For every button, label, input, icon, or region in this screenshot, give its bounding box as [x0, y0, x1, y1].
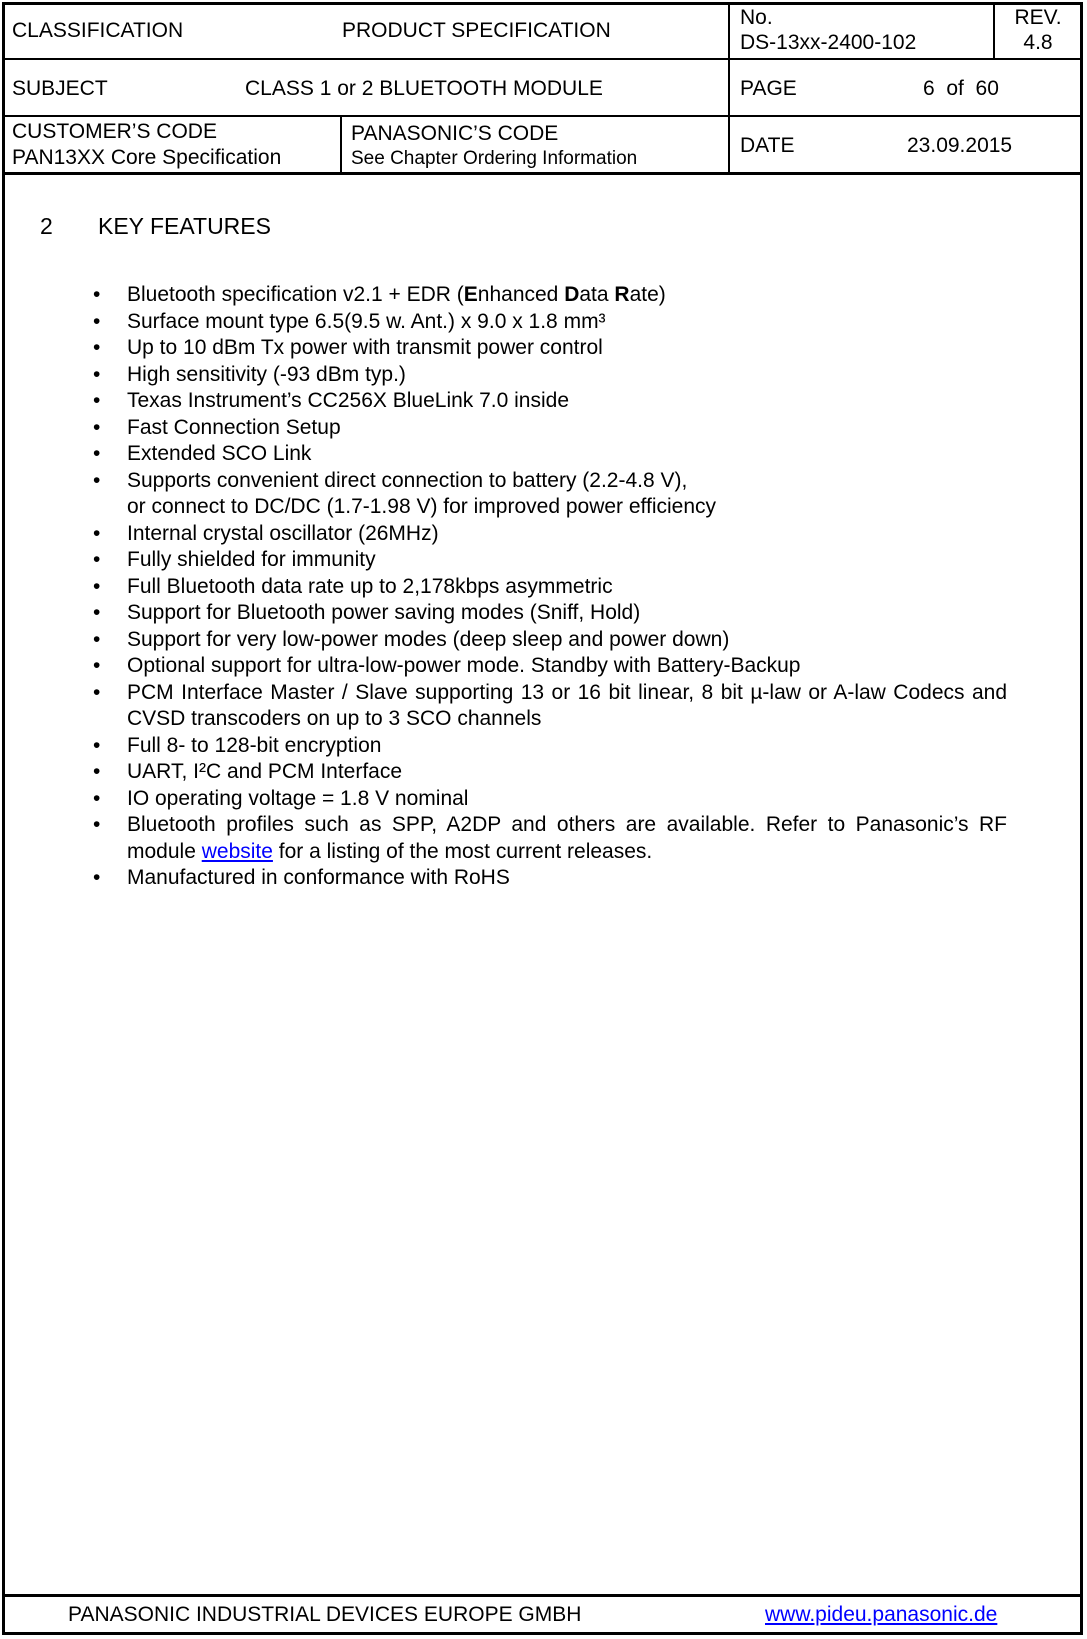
feature-text: for a listing of the most current releases.	[272, 839, 653, 863]
list-item	[0, 335, 1007, 362]
feature-text: nhanced	[477, 283, 565, 306]
date-label: DATE	[740, 134, 795, 157]
feature-text: IO operating voltage = 1.8 V nominal	[127, 786, 469, 810]
bullet-icon: •	[93, 654, 101, 677]
feature-text: High sensitivity (-93 dBm typ.)	[127, 362, 406, 386]
feature-text: Internal crystal oscillator (26MHz)	[127, 521, 439, 545]
feature-emphasis: R	[614, 283, 630, 306]
list-item	[0, 680, 1007, 733]
list-item	[0, 415, 1007, 442]
section-number: 2	[40, 213, 53, 239]
header-vline-main	[728, 2, 730, 174]
list-item	[0, 309, 1007, 336]
feature-emphasis: E	[463, 283, 478, 306]
feature-text: Fully shielded for immunity	[127, 548, 376, 571]
section-heading	[40, 213, 271, 240]
subject-value: CLASS 1 or 2 BLUETOOTH MODULE	[245, 77, 603, 100]
revision-label: REV.	[1014, 6, 1062, 29]
list-item	[0, 786, 1007, 813]
bullet-icon: •	[93, 733, 101, 757]
feature-text: ata	[579, 283, 615, 306]
feature-emphasis: D	[564, 283, 580, 306]
list-item	[0, 812, 1007, 865]
bullet-icon: •	[93, 760, 101, 783]
panasonic-code-label: PANASONIC’S CODE	[351, 122, 559, 145]
page-label: PAGE	[740, 77, 797, 100]
bullet-icon: •	[93, 336, 101, 359]
feature-text: Manufactured in conformance with RoHS	[127, 866, 510, 889]
panasonic-code-value: See Chapter Ordering Information	[351, 148, 638, 169]
feature-text: Surface mount type 6.5(9.5 w. Ant.) x 9.0 x 1.8 mm³	[127, 309, 606, 333]
feature-text: PCM Interface Master / Slave supporting 13 or 16 bit linear, 8 bit µ-law or A-law Codecs and CVSD transcoders on up to 3 SCO channels	[127, 680, 1007, 730]
list-item	[0, 282, 1007, 309]
bullet-icon: •	[93, 442, 101, 465]
list-item	[0, 653, 1007, 680]
section-title: KEY FEATURES	[98, 213, 271, 239]
bullet-icon: •	[93, 309, 101, 333]
bullet-icon: •	[93, 786, 101, 810]
bullet-icon: •	[93, 574, 101, 598]
bullet-icon: •	[93, 389, 101, 412]
list-item	[0, 733, 1007, 760]
feature-text: Fast Connection Setup	[127, 415, 341, 439]
header-bottom-border	[2, 172, 1083, 175]
bullet-icon: •	[93, 521, 101, 545]
doc-number-label: No.	[740, 6, 773, 29]
bullet-icon: •	[93, 601, 101, 624]
customer-code-value: PAN13XX Core Specification	[12, 146, 282, 169]
bullet-icon: •	[93, 548, 101, 571]
feature-text: Full 8- to 128-bit encryption	[127, 733, 382, 757]
feature-text: Bluetooth profiles such as SPP, A2DP and others are available. Refer to Panasonic’s RF module	[127, 813, 1007, 863]
feature-text: UART, I²C and PCM Interface	[127, 760, 403, 783]
footer-company: PANASONIC INDUSTRIAL DEVICES EUROPE GMBH	[68, 1603, 582, 1626]
list-item	[0, 362, 1007, 389]
doc-number-value: DS-13xx-2400-102	[740, 31, 917, 54]
list-item	[0, 627, 1007, 654]
bullet-icon: •	[93, 627, 101, 651]
feature-list	[0, 282, 1087, 892]
list-item	[0, 574, 1007, 601]
list-item	[0, 865, 1007, 892]
bullet-icon: •	[93, 283, 101, 306]
footer-url-link[interactable]: www.pideu.panasonic.de	[765, 1603, 998, 1626]
header-vline-rev	[993, 2, 995, 60]
header-divider-1	[2, 58, 1083, 60]
feature-text: Support for very low-power modes (deep sleep and power down)	[127, 627, 730, 651]
feature-text: Texas Instrument’s CC256X BlueLink 7.0 inside	[127, 389, 570, 412]
date-value: 23.09.2015	[907, 134, 1013, 157]
list-item	[0, 759, 1007, 786]
list-item	[0, 468, 1007, 521]
feature-text: Extended SCO Link	[127, 442, 312, 465]
list-item	[0, 388, 1007, 415]
list-item	[0, 521, 1007, 548]
header-divider-2	[2, 115, 1083, 117]
header-vline-code	[340, 115, 342, 174]
page-value: 6 of 60	[923, 77, 999, 100]
classification-label: CLASSIFICATION	[12, 19, 184, 42]
footer-top-border	[2, 1594, 1083, 1597]
website-link[interactable]: website	[201, 839, 273, 863]
bullet-icon: •	[93, 362, 101, 386]
feature-text: Bluetooth specification v2.1 + EDR (	[127, 283, 464, 306]
feature-text: or connect to DC/DC (1.7-1.98 V) for improved power efficiency	[127, 495, 717, 518]
bullet-icon: •	[93, 866, 101, 889]
feature-text: Support for Bluetooth power saving modes (Sniff, Hold)	[127, 601, 641, 624]
feature-text: Supports convenient direct connection to battery (2.2-4.8 V),	[127, 468, 688, 492]
classification-value: PRODUCT SPECIFICATION	[342, 19, 611, 42]
bullet-icon: •	[93, 680, 101, 704]
revision-value: 4.8	[1023, 31, 1053, 54]
feature-text: ate)	[629, 283, 666, 306]
customer-code-label: CUSTOMER’S CODE	[12, 120, 217, 143]
list-item	[0, 441, 1007, 468]
feature-text: Optional support for ultra-low-power mode. Standby with Battery-Backup	[127, 654, 801, 677]
bullet-icon: •	[93, 468, 101, 492]
list-item	[0, 600, 1007, 627]
bullet-icon: •	[93, 415, 101, 439]
feature-text: Up to 10 dBm Tx power with transmit power control	[127, 336, 603, 359]
feature-text: Full Bluetooth data rate up to 2,178kbps asymmetric	[127, 574, 613, 598]
subject-label: SUBJECT	[12, 77, 108, 100]
list-item	[0, 547, 1007, 574]
bullet-icon: •	[93, 813, 101, 836]
